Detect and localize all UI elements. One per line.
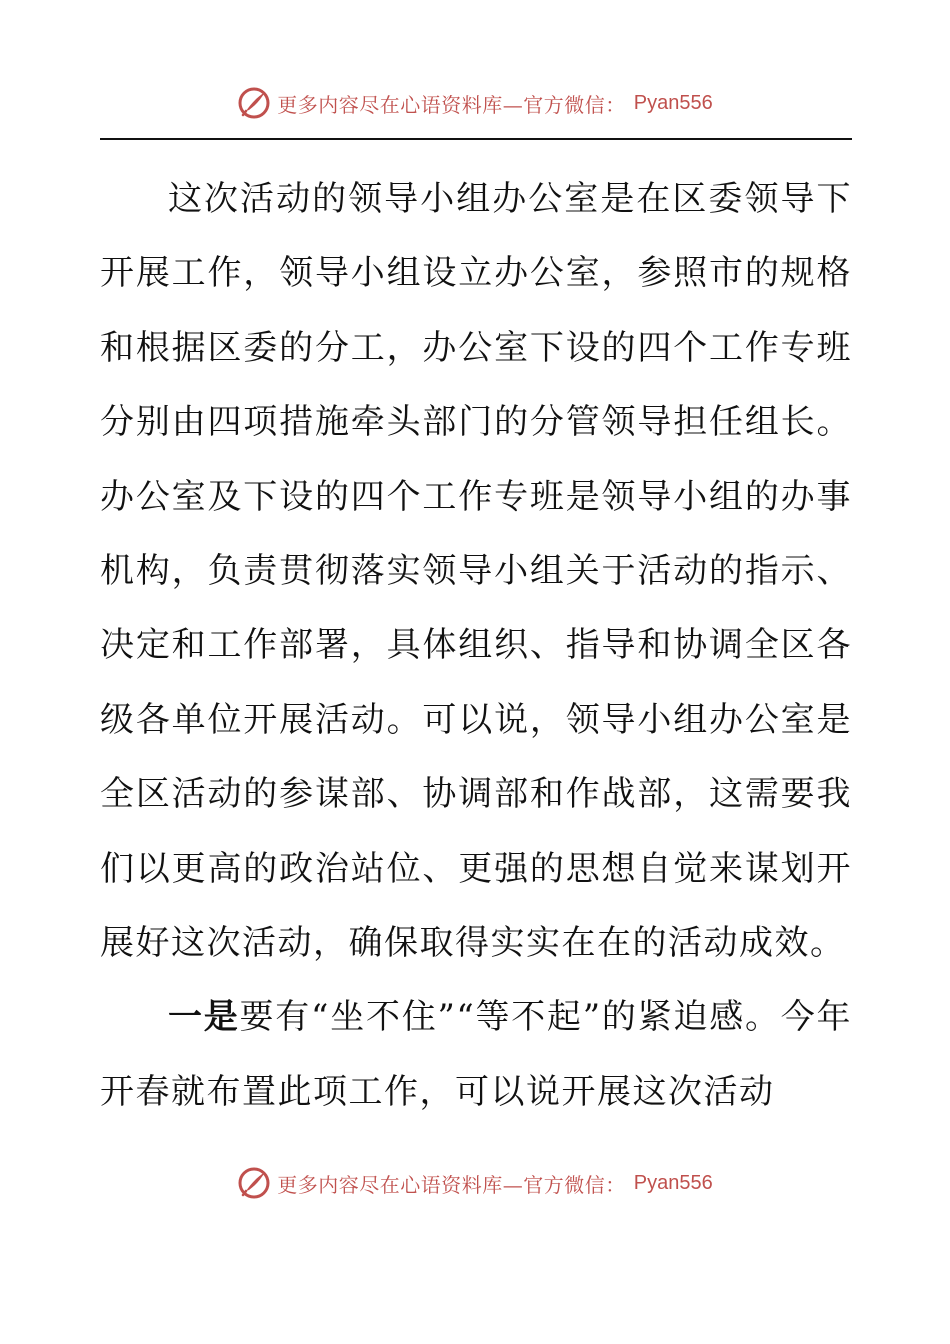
paragraph-1: 这次活动的领导小组办公室是在区委领导下开展工作，领导小组设立办公室，参照市的规格和根据区委的分工，办公室下设的四个工作专班分别由四项措施牵头部门的分管领导担任组长。办公室及下设的四个工作专班是领导小组的办事机构，负责贯彻落实领导小组关于活动的指示、决定和工作部署，具体组织、指导和协调全区各级各单位开展活动。可以说，领导小组办公室是全区活动的参谋部、协调部和作战部，这需要我们以更高的政治站位、更强的思想自觉来谋划开展好这次活动，确保取得实实在在的活动成效。 (100, 179, 852, 964)
header-banner-text: 更多内容尽在心语资料库—官方微信： (277, 92, 626, 117)
footer-banner-text: 更多内容尽在心语资料库—官方微信： (277, 1172, 626, 1197)
feather-pen-logo-icon (237, 86, 271, 120)
header-banner (0, 83, 950, 123)
footer-banner-wechat-id: Pyan556 (633, 1171, 713, 1194)
header-divider (100, 138, 852, 140)
header-banner-wechat-id: Pyan556 (633, 91, 713, 114)
document-body (100, 162, 852, 1129)
paragraph-2-lead: 一是 (168, 997, 240, 1038)
footer-banner (0, 1163, 950, 1203)
feather-pen-logo-icon (237, 1166, 271, 1200)
paragraph-2 (100, 980, 852, 1129)
paragraph-2-text: 要有“坐不住”“等不起”的紧迫感。今年开春就布置此项工作，可以说开展这次活动 (100, 997, 853, 1112)
